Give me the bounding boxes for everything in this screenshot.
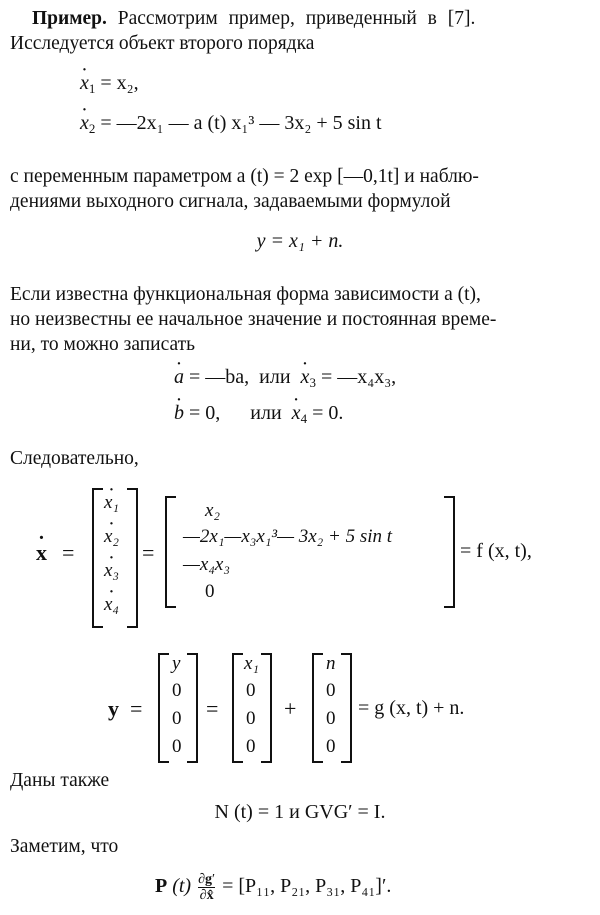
system-eq-1: · $x_1 = x_2$, [80,72,139,97]
obs-vector-n [312,653,352,763]
obs-lhs: y [108,696,119,721]
state-vec-1: · x₁ [104,492,119,514]
obs-n-1: n [326,653,336,674]
equals-sign-4: = [206,696,219,721]
known-line-3: ни, то можно записать [10,334,196,355]
param-eq-a: · a = —ba, или · $x_3$ = —x₄x₃, [174,366,396,391]
x3-rhs: = —x₄x₃, [320,366,397,388]
given-label: Даны также [10,770,110,791]
given-equation: N (t) = 1 и GVG′ = I. [214,801,386,823]
state-rhs-2: —2x₁—x₃x₁³— 3x₂ + 5 sin t [183,526,393,547]
intro-paragraph [10,6,592,56]
therefore-label: Следовательно, [10,448,139,469]
obs-tail: = g (x, t) + n. [358,697,465,719]
or-word-1: или [259,366,291,388]
obs-y-1: y [172,653,181,674]
obs-x-3: 0 [246,708,256,729]
param-line-2: дениями выходного сигнала, задаваемыми формулой [10,191,451,212]
or-word-2: или [250,402,282,424]
obs-vector-y [158,653,198,763]
note-label: Заметим, что [10,836,119,857]
given-text [10,768,592,793]
note-text [10,834,592,859]
plus-sign: + [284,696,297,721]
b-rhs: = 0, [189,402,221,424]
state-vector [92,488,138,628]
known-line-1: Если известна функциональная форма зависимости a (t), [10,284,481,305]
param-eq-b: · b = 0, или · $x_4 = 0$. [174,402,343,427]
state-rhs-3: —x₄x₃ [183,554,230,575]
equals-sign-1: = [62,540,75,565]
state-rhs-4: 0 [205,581,215,602]
partial-fraction: $\frac{\partial g'}{\partial x̂}$ [198,872,216,903]
obs-y-2: 0 [172,680,182,701]
intro-line-1: Рассмотрим пример, приведенный в [7]. [117,8,476,29]
output-equation: y = x₁ + n. [256,230,344,252]
obs-x-1: x₁ [244,653,260,674]
therefore-text [10,446,592,471]
note-eq-rhs: = [P₁₁, P₂₁, P₃₁, P₄₁]′. [222,875,392,898]
obs-x-4: 0 [246,736,256,757]
state-vec-3: · x₃ [104,560,119,582]
example-label: Пример. [32,8,107,29]
eq2-rhs: = —2x₁ — a (t) x₁³ — 3x₂ + 5 sin t [100,112,382,134]
note-equation: P (t) $\frac{\partial g'}{\partial x̂}$ = [P₁₁, P₂₁, P₃₁, P₄₁]′. [155,872,392,903]
equals-sign-2: = [142,540,155,565]
equals-sign-3: = [130,696,143,721]
state-rhs-1: x₂ [205,500,221,521]
x4-rhs: = 0. [312,402,344,424]
obs-n-2: 0 [326,680,336,701]
state-vec-4: · x₄ [104,594,119,616]
state-lhs: · x [36,540,47,566]
a-rhs: = —ba, [189,366,250,388]
known-paragraph [10,282,592,357]
param-line-1: с переменным параметром a (t) = 2 exp [—0,1t] и наблю- [10,166,479,187]
eq1-rhs: = x₂, [100,72,139,94]
state-rhs-matrix [165,496,455,608]
param-paragraph [10,164,592,214]
obs-vector-x [232,653,272,763]
state-tail: = f (x, t), [460,540,532,562]
obs-n-3: 0 [326,708,336,729]
known-line-2: но неизвестны ее начальное значение и постоянная време- [10,309,497,330]
obs-y-4: 0 [172,736,182,757]
state-vec-2: · x₂ [104,526,119,548]
intro-line-2: Исследуется объект второго порядка [10,33,315,54]
obs-y-3: 0 [172,708,182,729]
system-eq-2: · $x_2$ = —2x₁ — a (t) x₁³ — 3x₂ + 5 sin t [80,112,382,137]
obs-n-4: 0 [326,736,336,757]
obs-x-2: 0 [246,680,256,701]
